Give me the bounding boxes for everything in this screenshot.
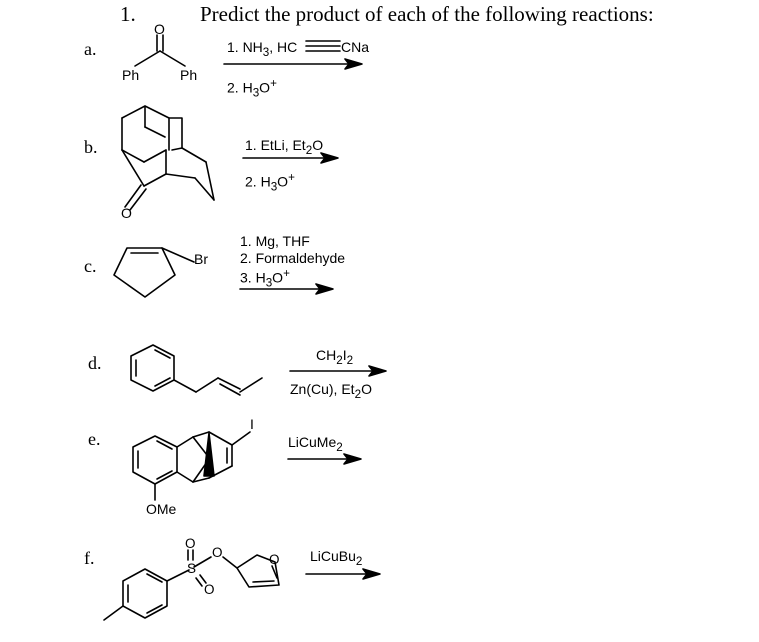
benzophenone-structure xyxy=(135,35,185,66)
conditions-d-reagent: $CH_2I_2$ xyxy=(316,347,354,367)
conditions-a-step1: 1. $NH_3$, HC xyxy=(227,39,298,59)
atom-label-oxygen: O xyxy=(185,536,196,551)
conditions-d-solvent: Zn(Cu), $Et_2O$ xyxy=(290,381,372,401)
conditions-c-step3: 3. $H_3O^+$ xyxy=(240,267,290,290)
reaction-label-e: e. xyxy=(88,429,101,449)
question-number: 1. xyxy=(120,2,136,26)
atom-label-iodine: I xyxy=(250,416,254,432)
conditions-a-step2: 2. $H_3O^+$ xyxy=(227,77,277,100)
reaction-arrow-f xyxy=(306,569,380,579)
conditions-f-reagent: LiCuBu$_2$ xyxy=(310,548,363,568)
polycyclic-ketone-structure xyxy=(122,106,214,210)
conditions-e-reagent: LiCuMe$_2$ xyxy=(288,434,343,454)
reaction-label-f: f. xyxy=(84,548,95,568)
atom-label-oxygen: O xyxy=(269,552,280,567)
conditions-c-step1: 1. Mg, THF xyxy=(240,233,310,249)
reaction-label-b: b. xyxy=(84,137,98,157)
conditions-b-step1: 1. EtLi, $Et_2O$ xyxy=(245,137,324,157)
atom-label-oxygen: O xyxy=(212,545,223,560)
conditions-b-step2: 2. $H_3O^+$ xyxy=(245,171,295,194)
reaction-label-a: a. xyxy=(84,39,97,59)
instruction-title: Predict the product of each of the following reactions: xyxy=(200,2,654,26)
atom-label-oxygen: O xyxy=(121,205,132,221)
reaction-arrow-a xyxy=(224,59,362,69)
atom-label-oxygen: O xyxy=(204,582,215,597)
triple-bond-symbol xyxy=(306,41,340,51)
atom-label-phenyl: Ph xyxy=(122,67,140,83)
atom-label-oxygen: O xyxy=(154,21,165,37)
conditions-c-step2: 2. Formaldehyde xyxy=(240,250,346,266)
reaction-arrow-d xyxy=(290,366,386,376)
atom-label-phenyl: Ph xyxy=(180,67,198,83)
reaction-arrow-e xyxy=(288,454,361,464)
butenylbenzene-structure xyxy=(131,345,262,395)
reaction-label-d: d. xyxy=(88,353,102,373)
bromomethyl-cyclopentene-structure xyxy=(114,248,194,297)
iodo-bridged-aromatic-structure xyxy=(133,432,250,500)
reaction-label-c: c. xyxy=(84,256,97,276)
atom-label-sulfur: S xyxy=(187,561,197,576)
conditions-a-step1-tail: CNa xyxy=(341,39,370,55)
atom-label-bromine: Br xyxy=(194,251,208,267)
atom-label-methoxy: OMe xyxy=(146,501,177,517)
